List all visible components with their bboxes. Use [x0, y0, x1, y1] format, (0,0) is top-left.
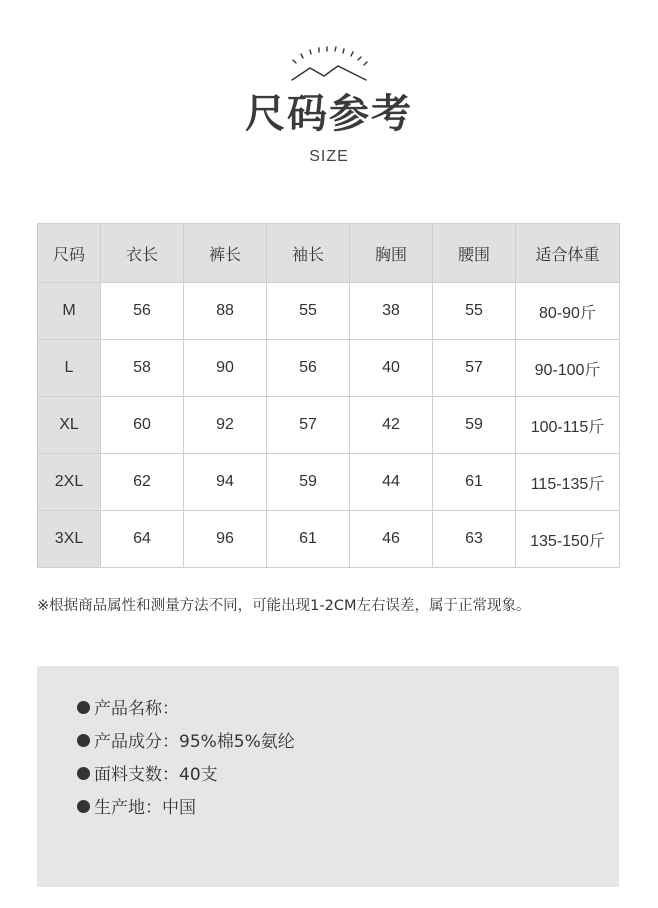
info-item-origin: [77, 796, 196, 820]
table-cell: 56: [101, 283, 184, 340]
size-cell: M: [38, 283, 101, 340]
table-row: [38, 340, 620, 397]
page-subtitle: SIZE: [309, 148, 349, 165]
table-cell: 63: [433, 511, 516, 568]
table-row: [38, 511, 620, 568]
header-chest: 胸围: [350, 224, 433, 283]
table-cell: 57: [267, 397, 350, 454]
table-cell: 55: [433, 283, 516, 340]
bullet-icon: [77, 767, 90, 780]
info-item-yarn-count: [77, 763, 218, 787]
size-cell: XL: [38, 397, 101, 454]
table-cell: 56: [267, 340, 350, 397]
info-item-text: 面料支数：40支: [94, 765, 218, 785]
table-cell: 46: [350, 511, 433, 568]
info-item-text: 产品名称：: [94, 699, 179, 719]
header-size: 尺码: [38, 224, 101, 283]
table-cell: 38: [350, 283, 433, 340]
header-garment-length: 衣长: [101, 224, 184, 283]
info-item-text: 产品成分：95%棉5%氨纶: [94, 732, 295, 752]
table-row: [38, 397, 620, 454]
size-chart-table: [37, 223, 620, 568]
table-cell: 62: [101, 454, 184, 511]
table-cell: 58: [101, 340, 184, 397]
header-pants-length: 裤长: [184, 224, 267, 283]
table-cell: 88: [184, 283, 267, 340]
table-cell: 90: [184, 340, 267, 397]
product-info-box: [37, 666, 619, 887]
info-item-composition: [77, 730, 295, 754]
table-cell: 59: [267, 454, 350, 511]
info-item-text: 生产地：中国: [94, 798, 196, 818]
table-cell: 61: [267, 511, 350, 568]
table-cell: 64: [101, 511, 184, 568]
mountain-sunrise-icon: [286, 44, 372, 84]
table-cell: 59: [433, 397, 516, 454]
bullet-icon: [77, 701, 90, 714]
table-cell: 92: [184, 397, 267, 454]
table-header-row: [38, 224, 620, 283]
table-cell: 42: [350, 397, 433, 454]
table-cell: 55: [267, 283, 350, 340]
bullet-icon: [77, 800, 90, 813]
table-cell: 100-115斤: [516, 397, 620, 454]
table-cell: 115-135斤: [516, 454, 620, 511]
table-cell: 44: [350, 454, 433, 511]
table-cell: 61: [433, 454, 516, 511]
table-cell: 94: [184, 454, 267, 511]
size-cell: 3XL: [38, 511, 101, 568]
table-row: [38, 454, 620, 511]
header-waist: 腰围: [433, 224, 516, 283]
table-cell: 96: [184, 511, 267, 568]
bullet-icon: [77, 734, 90, 747]
table-row: [38, 283, 620, 340]
measurement-note: ※根据商品属性和测量方法不同，可能出现1-2CM左右误差，属于正常现象。: [37, 598, 531, 614]
header-sleeve-length: 袖长: [267, 224, 350, 283]
size-cell: L: [38, 340, 101, 397]
table-cell: 57: [433, 340, 516, 397]
header-suitable-weight: 适合体重: [516, 224, 620, 283]
table-cell: 60: [101, 397, 184, 454]
size-cell: 2XL: [38, 454, 101, 511]
table-cell: 40: [350, 340, 433, 397]
table-cell: 80-90斤: [516, 283, 620, 340]
info-item-product-name: [77, 697, 179, 721]
table-cell: 90-100斤: [516, 340, 620, 397]
table-cell: 135-150斤: [516, 511, 620, 568]
page-title: 尺码参考: [245, 91, 413, 137]
